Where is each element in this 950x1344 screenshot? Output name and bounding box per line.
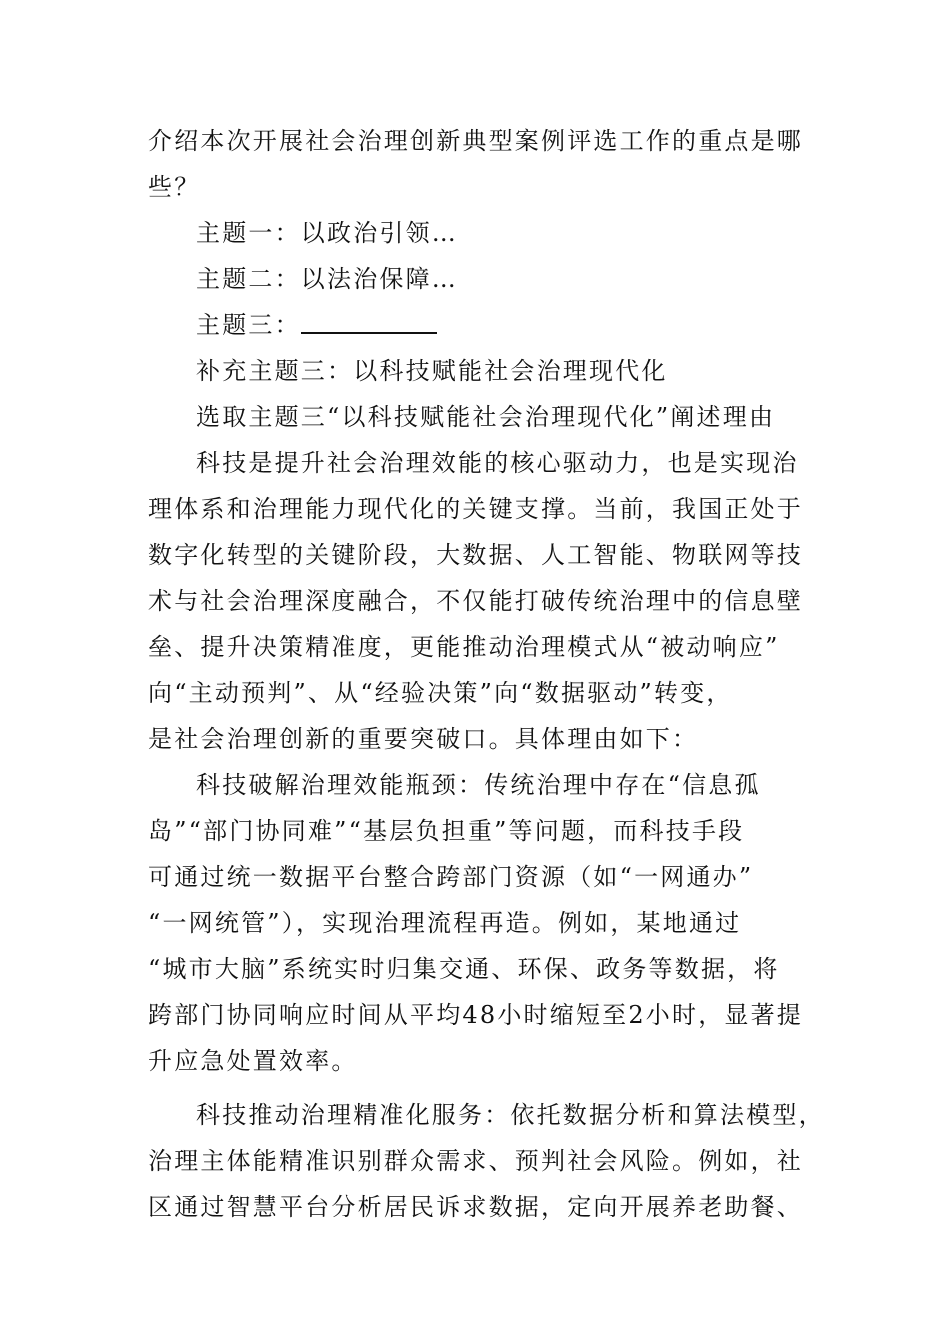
paragraph-2 [148,762,808,1084]
paragraph-1-line: 垒、提升决策精准度，更能推动治理模式从“被动响应” [148,633,780,661]
question-line-1: 介绍本次开展社会治理创新典型案例评选工作的重点是哪 [148,127,803,155]
paragraph-3-line: 科技推动治理精准化服务：依托数据分析和算法模型， [196,1101,825,1129]
paragraph-2-line: “一网统管”），实现治理流程再造。例如，某地通过 [148,909,742,937]
topic-two: 主题二：以法治保障… [196,265,458,293]
document-body [148,118,825,1230]
reason-heading: 选取主题三“以科技赋能社会治理现代化”阐述理由 [196,403,776,431]
topic-three-label: 主题三： [196,311,301,339]
paragraph-1-line: 是社会治理创新的重要突破口。具体理由如下： [148,725,699,753]
paragraph-2-line: 科技破解治理效能瓶颈：传统治理中存在“信息孤 [196,771,761,799]
paragraph-2-line: 升应急处置效率。 [148,1047,358,1075]
paragraph-1 [148,440,808,762]
topic-three-blank [301,302,437,334]
topic-one: 主题一：以政治引领… [196,219,458,247]
paragraph-gap [148,1084,808,1092]
paragraph-2-line: 可通过统一数据平台整合跨部门资源（如“一网通办” [148,863,754,891]
paragraph-1-line: 科技是提升社会治理效能的核心驱动力，也是实现治 [196,449,799,477]
paragraph-1-line: 理体系和治理能力现代化的关键支撑。当前，我国正处于 [148,495,803,523]
paragraph-2-line: “城市大脑”系统实时归集交通、环保、政务等数据，将 [148,955,780,983]
supplement-topic-three: 补充主题三：以科技赋能社会治理现代化 [196,357,668,385]
paragraph-1-line: 向“主动预判”、从“经验决策”向“数据驱动”转变， [148,679,733,707]
paragraph-3-line: 治理主体能精准识别群众需求、预判社会风险。例如，社 [148,1147,803,1175]
paragraph-2-line: 跨部门协同响应时间从平均48小时缩短至2小时，显著提 [148,1001,804,1029]
topic-three [148,302,808,348]
paragraph-3 [148,1092,825,1230]
paragraph-3-line: 区通过智慧平台分析居民诉求数据，定向开展养老助餐、 [148,1193,803,1221]
paragraph-2-line: 岛”“部门协同难”“基层负担重”等问题，而科技手段 [148,817,745,845]
question-line-2: 些？ [148,173,201,201]
paragraph-1-line: 术与社会治理深度融合，不仅能打破传统治理中的信息壁 [148,587,803,615]
paragraph-1-line: 数字化转型的关键阶段，大数据、人工智能、物联网等技 [148,541,803,569]
